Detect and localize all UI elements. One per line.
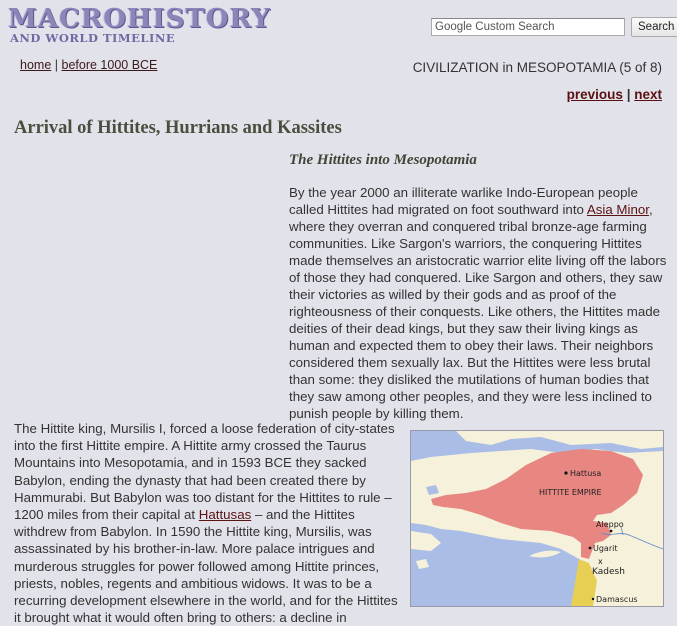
page-title: Arrival of Hittites, Hurrians and Kassites	[14, 118, 342, 138]
breadcrumb-before-1000-bce-link[interactable]: before 1000 BCE	[61, 58, 158, 72]
hattusas-link[interactable]: Hattusas	[198, 507, 252, 523]
next-link[interactable]: next	[634, 87, 662, 102]
breadcrumb-separator: |	[54, 58, 59, 72]
paragraph-text: The Hittite king, Mursilis I, forced a loose federation of city-states into the first Hittite empire. A Hittite army crossed the Taurus Mountains into Mesopotamia, and in 1593 BCE they sacked Babylon, ending the dynasty that had been created there by Hammurabi. But Babylon was too distant for the Hittites to rule – 1200 miles from their capital at	[14, 421, 395, 523]
map-label-hattusa: Hattusa	[570, 469, 602, 478]
breadcrumb	[20, 58, 157, 72]
paragraph-hittites-intro	[289, 184, 669, 422]
search-button[interactable]: Search	[631, 17, 677, 37]
pager	[567, 87, 662, 102]
logo-title: MACROHISTORY	[8, 4, 271, 34]
hittite-empire-map[interactable]	[410, 430, 664, 607]
paragraph-mursilis	[14, 420, 406, 626]
paragraph-text: By the year 2000 an illiterate warlike Indo-European people called Hittites had migrated on foot southward into	[289, 185, 638, 217]
logo-subtitle: AND WORLD TIMELINE	[10, 31, 176, 45]
map-label-aleppo: Aleppo	[596, 520, 624, 529]
asia-minor-link[interactable]: Asia Minor	[586, 202, 649, 217]
paragraph-text: – and the Hittites withdrew from Babylon. In 1590 the Hittite king, Mursilis, was assassinated by his brother-in-law. More palace intrigues and murderous struggles for power followed among Hittite princes, priests, nobles, regents and ambitious widows. It was to be a recurring development elsewhere in the world, and for the Hittites it brought what it would often bring to others: a decline in	[14, 507, 398, 626]
search-form	[431, 17, 677, 37]
chapter-indicator: CIVILIZATION in MESOPOTAMIA (5 of 8)	[412, 60, 662, 75]
map-label-damascus: Damascus	[596, 595, 638, 604]
breadcrumb-home-link[interactable]: home	[20, 58, 52, 72]
previous-link[interactable]: previous	[566, 87, 623, 102]
site-logo[interactable]	[8, 6, 271, 44]
map-image	[411, 431, 663, 606]
search-input[interactable]	[431, 18, 625, 36]
map-label-kadesh: Kadesh	[592, 567, 625, 577]
section-title: The Hittites into Mesopotamia	[289, 152, 477, 168]
paragraph-text: , where they overran and conquered tribal bronze-age farming communities. Like Sargon's warriors, the conquering Hittites made themselves an aristocratic warrior elite living off the labors of those they had conquered. Like Sargon and others, they saw their victories as willed by their gods and as proof of the righteousness of their conquests. Like others, the Hittites made deities of their dead kings, but they saw their living kings as human and expected them to obey their laws. Their neighbors considered them sexually lax. But the Hittites were less brutal than some: they disliked the mutilations of human bodies that they saw among other peoples, and they were less inclined to punish people by killing them.	[289, 202, 667, 421]
map-label-hittite-empire: HITTITE EMPIRE	[539, 488, 602, 497]
map-marker-kadesh: x	[598, 557, 603, 566]
map-label-ugarit: Ugarit	[593, 544, 618, 553]
pager-separator: |	[626, 87, 631, 102]
